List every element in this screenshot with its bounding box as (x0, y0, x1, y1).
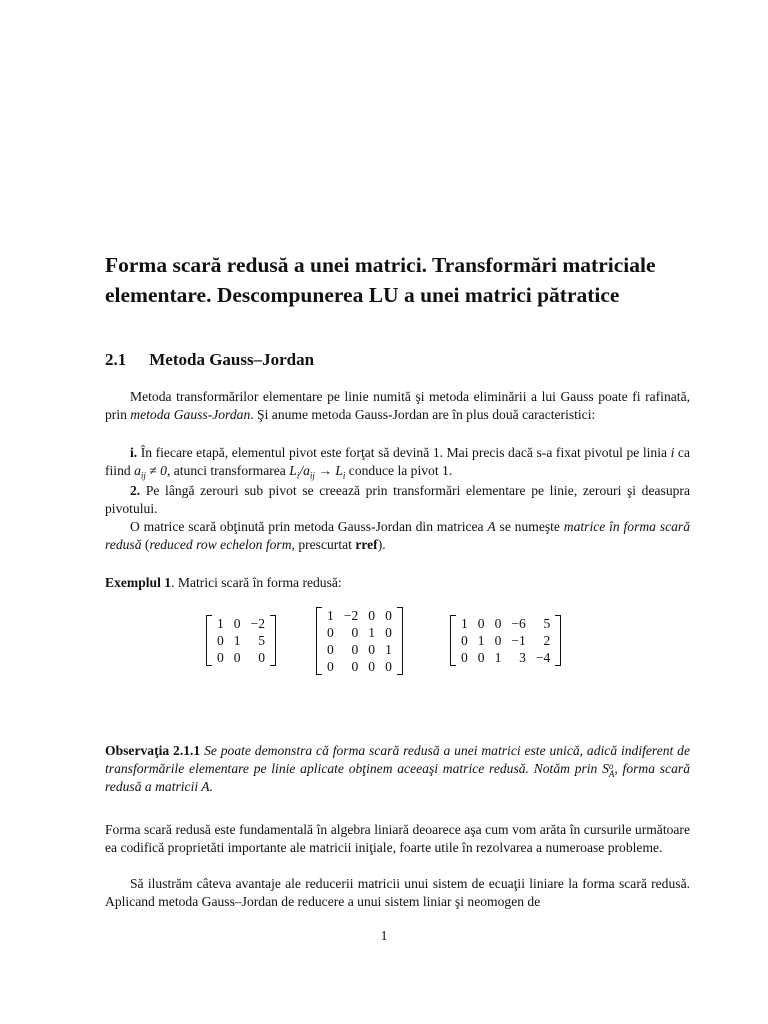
symbol-superscript: o (608, 761, 614, 771)
matrix-cell: 0 (327, 642, 334, 657)
matrix-cell: 0 (477, 616, 485, 631)
def-text-c: ( (141, 537, 150, 552)
matrix-cell: 0 (217, 650, 224, 665)
def-text-e: ). (377, 537, 386, 552)
matrix-cell: 0 (494, 616, 502, 631)
rref-definition-paragraph (105, 518, 690, 554)
observation-label: Observaţia 2.1.1 (105, 743, 201, 758)
rref-term-en: reduced row echelon form (149, 537, 292, 552)
property-item-2 (105, 482, 690, 518)
matrix-cell: 0 (494, 633, 502, 648)
property-item-1 (105, 444, 690, 485)
item-2-label: 2. (130, 483, 141, 498)
section-heading (105, 350, 314, 370)
pivot-condition: $a_{ij} \ne 0$ (134, 463, 167, 481)
observation-matrix-var: A (201, 779, 210, 794)
matrix-row (212, 632, 270, 649)
index-variable: i (670, 445, 675, 460)
matrix-row (456, 649, 555, 666)
item-1-text-b: ca fiind (105, 445, 691, 478)
matrix-cell: 1 (233, 633, 241, 648)
matrix-row (456, 632, 555, 649)
matrix-cell: 5 (258, 633, 266, 648)
matrix-cell: 0 (351, 659, 359, 674)
matrix-cell: 0 (368, 642, 376, 657)
matrix-1 (212, 615, 270, 666)
item-1-text-a: În fiecare etapă, elementul pivot este forţat să devină 1. Mai precis dacă s-a fixat pivotul pe linia (137, 445, 671, 460)
matrix-cell: 0 (461, 633, 468, 648)
matrix-cell: 0 (385, 659, 392, 674)
matrix-cell: 1 (461, 616, 468, 631)
item-1-label: i. (130, 445, 138, 460)
intro-text-b: . Şi anume metoda Gauss-Jordan are în plus două caracteristici: (250, 407, 596, 422)
matrix-cell: 0 (351, 625, 359, 640)
matrix-2 (322, 607, 397, 675)
matrix-cell: 1 (327, 608, 334, 623)
matrix-cell: 0 (327, 625, 334, 640)
matrix-row (322, 658, 397, 675)
symbol-base: S (602, 761, 609, 776)
matrix-cell: 3 (519, 650, 526, 665)
observation-text-b: , forma scară redusă a matricii (105, 761, 690, 794)
example-caption (105, 574, 690, 592)
page-number: 1 (380, 928, 388, 943)
matrix-cell: 0 (233, 650, 241, 665)
def-text-b: se numeşte (495, 519, 564, 534)
item-1-text-c: , atunci transformarea (166, 463, 290, 478)
matrix-cell: 0 (233, 616, 241, 631)
matrix-3 (456, 615, 555, 666)
matrix-cell: 0 (385, 608, 392, 623)
observation-text-a: Se poate demonstra că forma scară redusă a unei matrici este unică, adică indiferent de transformările elementare pe linie aplicate obţinem aceeaşi matrice redusă. Notăm prin (105, 743, 690, 776)
rref-abbreviation: rref (355, 537, 378, 552)
matrix-cell: −1 (511, 633, 526, 648)
row-transformation: $L_i/a_{ij} \to L_i$ (289, 463, 346, 481)
matrix-row (322, 607, 397, 624)
matrix-cell: −6 (511, 616, 526, 631)
item-2-text: Pe lângă zerouri sub pivot se creează prin transformări elementare pe linie, zerouri şi deasupra pivotului. (105, 483, 690, 516)
rref-term-ro: matrice în forma scară redusă (105, 519, 690, 552)
def-text-a: O matrice scară obţinută prin metoda Gauss-Jordan din matricea (130, 519, 488, 534)
matrix-row (456, 615, 555, 632)
section-title: Metoda Gauss–Jordan (149, 350, 315, 369)
symbol-subscript: A (608, 769, 615, 779)
matrix-cell: 5 (543, 616, 551, 631)
matrix-cell: −2 (250, 616, 266, 631)
matrix-cell: 2 (543, 633, 551, 648)
matrix-cell: 0 (351, 642, 359, 657)
section-number: 2.1 (105, 350, 127, 369)
def-text-d: , prescurtat (291, 537, 356, 552)
example-matrices (0, 607, 768, 682)
matrix-cell: 0 (477, 650, 485, 665)
matrix-row (212, 615, 270, 632)
matrix-cell: 0 (327, 659, 334, 674)
matrix-cell: 1 (217, 616, 224, 631)
matrix-cell: 0 (461, 650, 468, 665)
reduced-form-symbol (602, 761, 615, 779)
matrix-cell: 0 (385, 625, 392, 640)
intro-paragraph (105, 388, 690, 424)
significance-paragraph: Forma scară redusă este fundamentală în algebra liniară deoarece aşa cum vom arăta în cursurile următoare ea codifică proprietăti importante ale matricii iniţiale, foarte utile în rezolvarea a numeroase probleme. (105, 822, 690, 855)
observation-paragraph (105, 742, 690, 796)
matrix-cell: 0 (217, 633, 224, 648)
matrix-row (322, 641, 397, 658)
advantages-paragraph: Să ilustrăm câteva avantaje ale reducerii matricii unui sistem de ecuaţii liniare la forma scară redusă. Aplicand metoda Gauss–Jordan de reducere a unui sistem liniar şi neomogen de (105, 876, 690, 909)
gauss-jordan-term: metoda Gauss-Jordan (130, 407, 251, 422)
intro-text-a: Metoda transformărilor elementare pe linie numită şi metoda eliminării a lui Gauss poate fi rafinată, prin (105, 389, 690, 422)
matrix-cell: −4 (535, 650, 551, 665)
matrix-variable: A (487, 519, 496, 534)
matrix-cell: 1 (477, 633, 485, 648)
document-title: Forma scară redusă a unei matrici. Transformări matriciale elementare. Descompunerea LU a unei matrici pătratice (105, 253, 656, 307)
observation-text-c: . (209, 779, 214, 794)
matrix-cell: −2 (343, 608, 359, 623)
matrix-cell: 0 (368, 608, 376, 623)
matrix-cell: 1 (368, 625, 376, 640)
matrix-row (322, 624, 397, 641)
example-label: Exemplul 1 (105, 575, 172, 590)
matrix-cell: 1 (385, 642, 392, 657)
matrix-cell: 0 (368, 659, 376, 674)
matrix-cell: 1 (494, 650, 502, 665)
item-1-text-d: conduce la pivot 1. (345, 463, 453, 478)
matrix-cell: 0 (258, 650, 266, 665)
example-text: . Matrici scară în forma redusă: (171, 575, 342, 590)
matrix-row (212, 649, 270, 666)
